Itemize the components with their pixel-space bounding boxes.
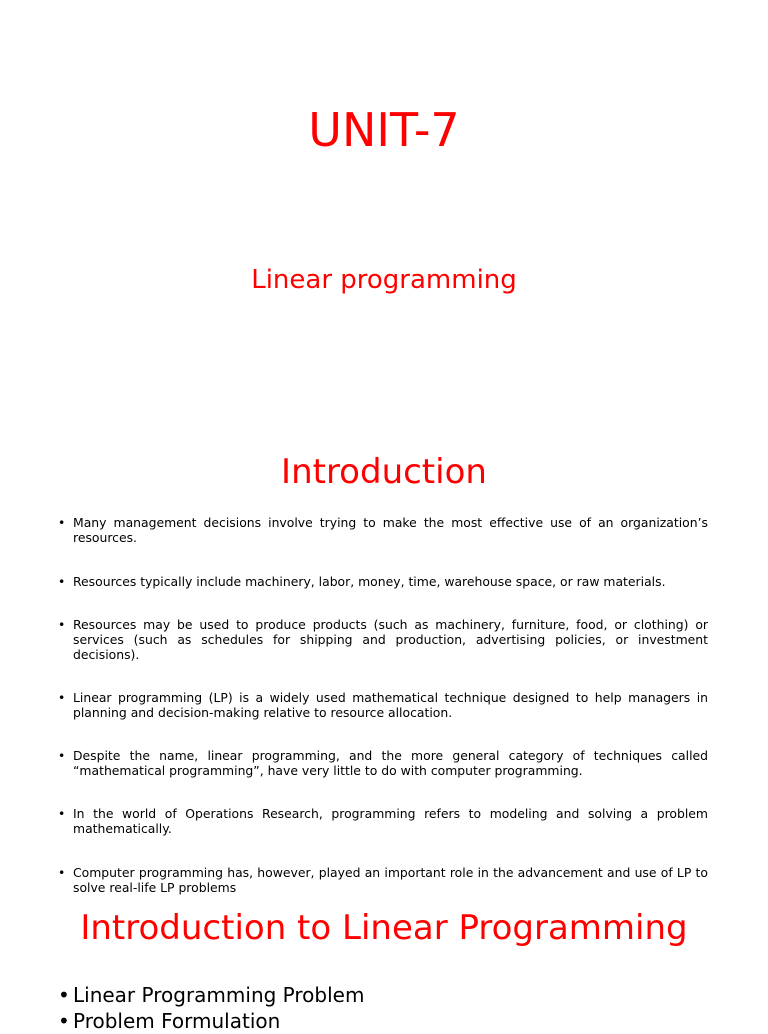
list-item bbox=[56, 690, 708, 720]
introduction-heading: Introduction bbox=[281, 452, 487, 492]
list-item bbox=[56, 806, 708, 836]
bullet-text: Despite the name, linear programming, and the more general category of techniques called “mathematical programming”, have very little to do with computer programming. bbox=[73, 748, 708, 778]
bullet-text: Resources may be used to produce products (such as machinery, furniture, food, or clothing) or services (such as schedules for shipping and production, advertising policies, or investment decisions). bbox=[73, 617, 708, 662]
bullet-text: Linear programming (LP) is a widely used mathematical technique designed to help managers in planning and decision-making relative to resource allocation. bbox=[73, 690, 708, 720]
bullet-icon: • bbox=[58, 983, 70, 1007]
linear-programming-bullet-list bbox=[56, 982, 708, 1034]
bullet-icon: • bbox=[58, 690, 66, 705]
list-item bbox=[56, 865, 708, 895]
introduction-bullet-list bbox=[56, 515, 708, 895]
bullet-icon: • bbox=[58, 865, 66, 880]
bullet-text: In the world of Operations Research, programming refers to modeling and solving a problem mathematically. bbox=[73, 806, 708, 836]
unit-title: UNIT-7 bbox=[308, 103, 460, 157]
list-item bbox=[56, 982, 708, 1008]
bullet-icon: • bbox=[58, 1009, 70, 1033]
list-item bbox=[56, 617, 708, 662]
list-item bbox=[56, 515, 708, 545]
bullet-icon: • bbox=[58, 515, 66, 530]
bullet-text: Problem Formulation bbox=[73, 1009, 281, 1033]
bullet-text: Many management decisions involve trying to make the most effective use of an organization’s resources. bbox=[73, 515, 708, 545]
bullet-text: Computer programming has, however, played an important role in the advancement and use of LP to solve real-life LP problems bbox=[73, 865, 708, 895]
bullet-icon: • bbox=[58, 806, 66, 821]
bullet-icon: • bbox=[58, 748, 66, 763]
bullet-icon: • bbox=[58, 574, 66, 589]
linear-programming-heading: Introduction to Linear Programming bbox=[80, 908, 688, 948]
bullet-text: Linear Programming Problem bbox=[73, 983, 365, 1007]
list-item bbox=[56, 748, 708, 778]
bullet-icon: • bbox=[58, 617, 66, 632]
list-item bbox=[56, 574, 708, 589]
bullet-text: Resources typically include machinery, labor, money, time, warehouse space, or raw materials. bbox=[73, 574, 666, 589]
unit-subtitle: Linear programming bbox=[251, 265, 517, 295]
list-item bbox=[56, 1008, 708, 1034]
